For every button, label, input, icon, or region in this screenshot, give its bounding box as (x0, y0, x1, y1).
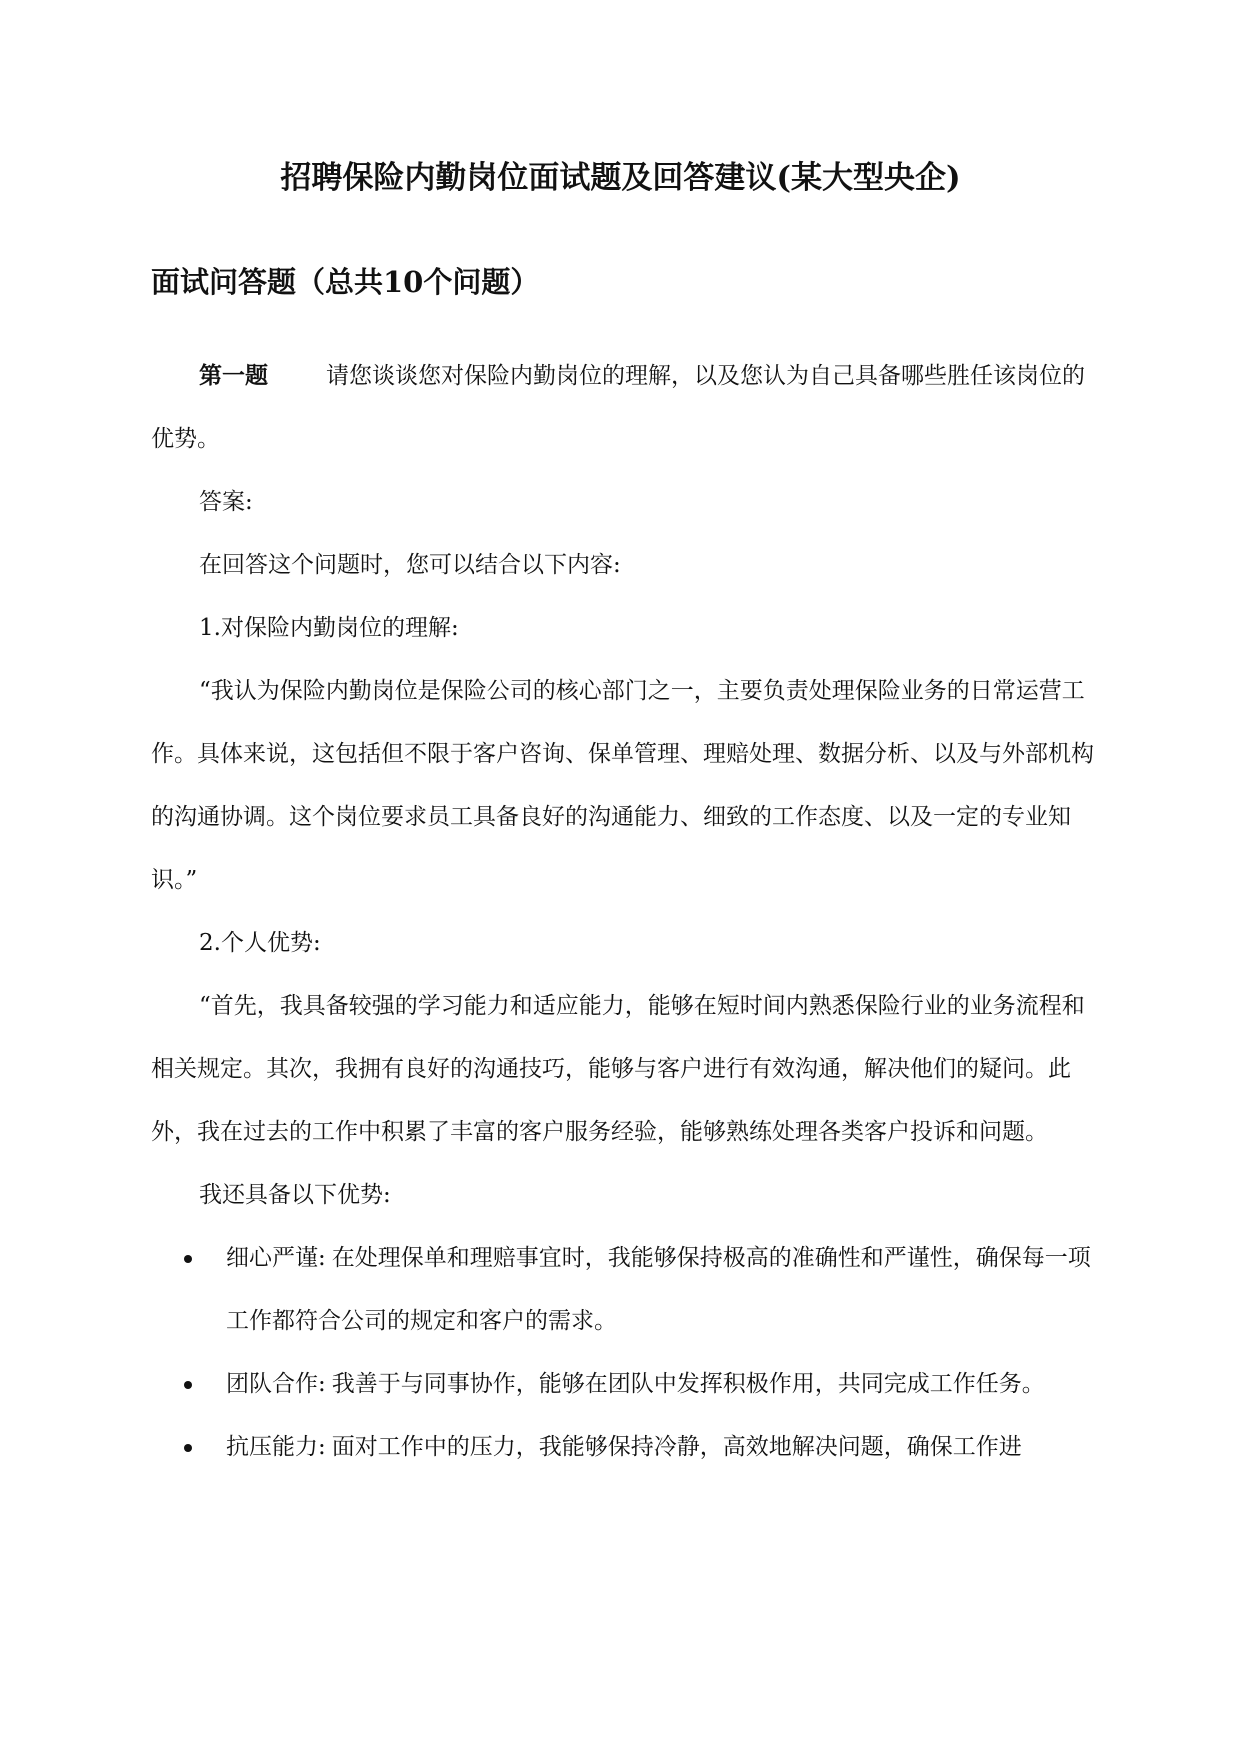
bullet-text: 面对工作中的压力，我能够保持冷静，高效地解决问题，确保工作进 (331, 1434, 1022, 1460)
answer-label: 答案: (199, 489, 253, 515)
bullet-term: 抗压能力: (226, 1434, 326, 1460)
advantages-list (151, 1227, 1096, 1479)
bullet-icon (184, 1444, 192, 1452)
question-label: 第一题 (199, 362, 268, 389)
bullet-term: 细心严谨: (226, 1245, 326, 1271)
bullet-term: 团队合作: (226, 1371, 326, 1397)
section-heading: 面试问答题（总共10个问题） (151, 265, 540, 299)
point1-heading: 1.对保险内勤岗位的理解: (199, 615, 459, 641)
list-item (151, 1353, 1096, 1416)
question-text: 请您谈谈您对保险内勤岗位的理解，以及您认为自己具备哪些胜任该岗位的优势。 (151, 363, 1085, 452)
answer-intro: 在回答这个问题时，您可以结合以下内容: (199, 552, 621, 578)
list-item (151, 1227, 1096, 1353)
bullet-text: 在处理保单和理赔事宜时，我能够保持极高的准确性和严谨性，确保每一项工作都符合公司的规定和客户的需求。 (226, 1245, 1091, 1334)
more-advantages-intro: 我还具备以下优势: (199, 1182, 391, 1208)
list-item (151, 1416, 1096, 1479)
bullet-text: 我善于与同事协作，能够在团队中发挥积极作用，共同完成工作任务。 (331, 1371, 1045, 1397)
document-title: 招聘保险内勤岗位面试题及回答建议(某大型央企) (280, 160, 961, 196)
point2-text: “首先，我具备较强的学习能力和适应能力，能够在短时间内熟悉保险行业的业务流程和相关规定。其次，我拥有良好的沟通技巧，能够与客户进行有效沟通，解决他们的疑问。此外，我在过去的工作中积累了丰富的客户服务经验，能够熟练处理各类客户投诉和问题。 (151, 993, 1085, 1145)
point2-heading: 2.个人优势: (199, 930, 321, 956)
document-body (151, 344, 1096, 1479)
bullet-icon (184, 1255, 192, 1263)
point1-text: “我认为保险内勤岗位是保险公司的核心部门之一，主要负责处理保险业务的日常运营工作。具体来说，这包括但不限于客户咨询、保单管理、理赔处理、数据分析、以及与外部机构的沟通协调。这个岗位要求员工具备良好的沟通能力、细致的工作态度、以及一定的专业知识。” (151, 678, 1094, 893)
question-paragraph (151, 344, 1096, 471)
bullet-icon (184, 1381, 192, 1389)
